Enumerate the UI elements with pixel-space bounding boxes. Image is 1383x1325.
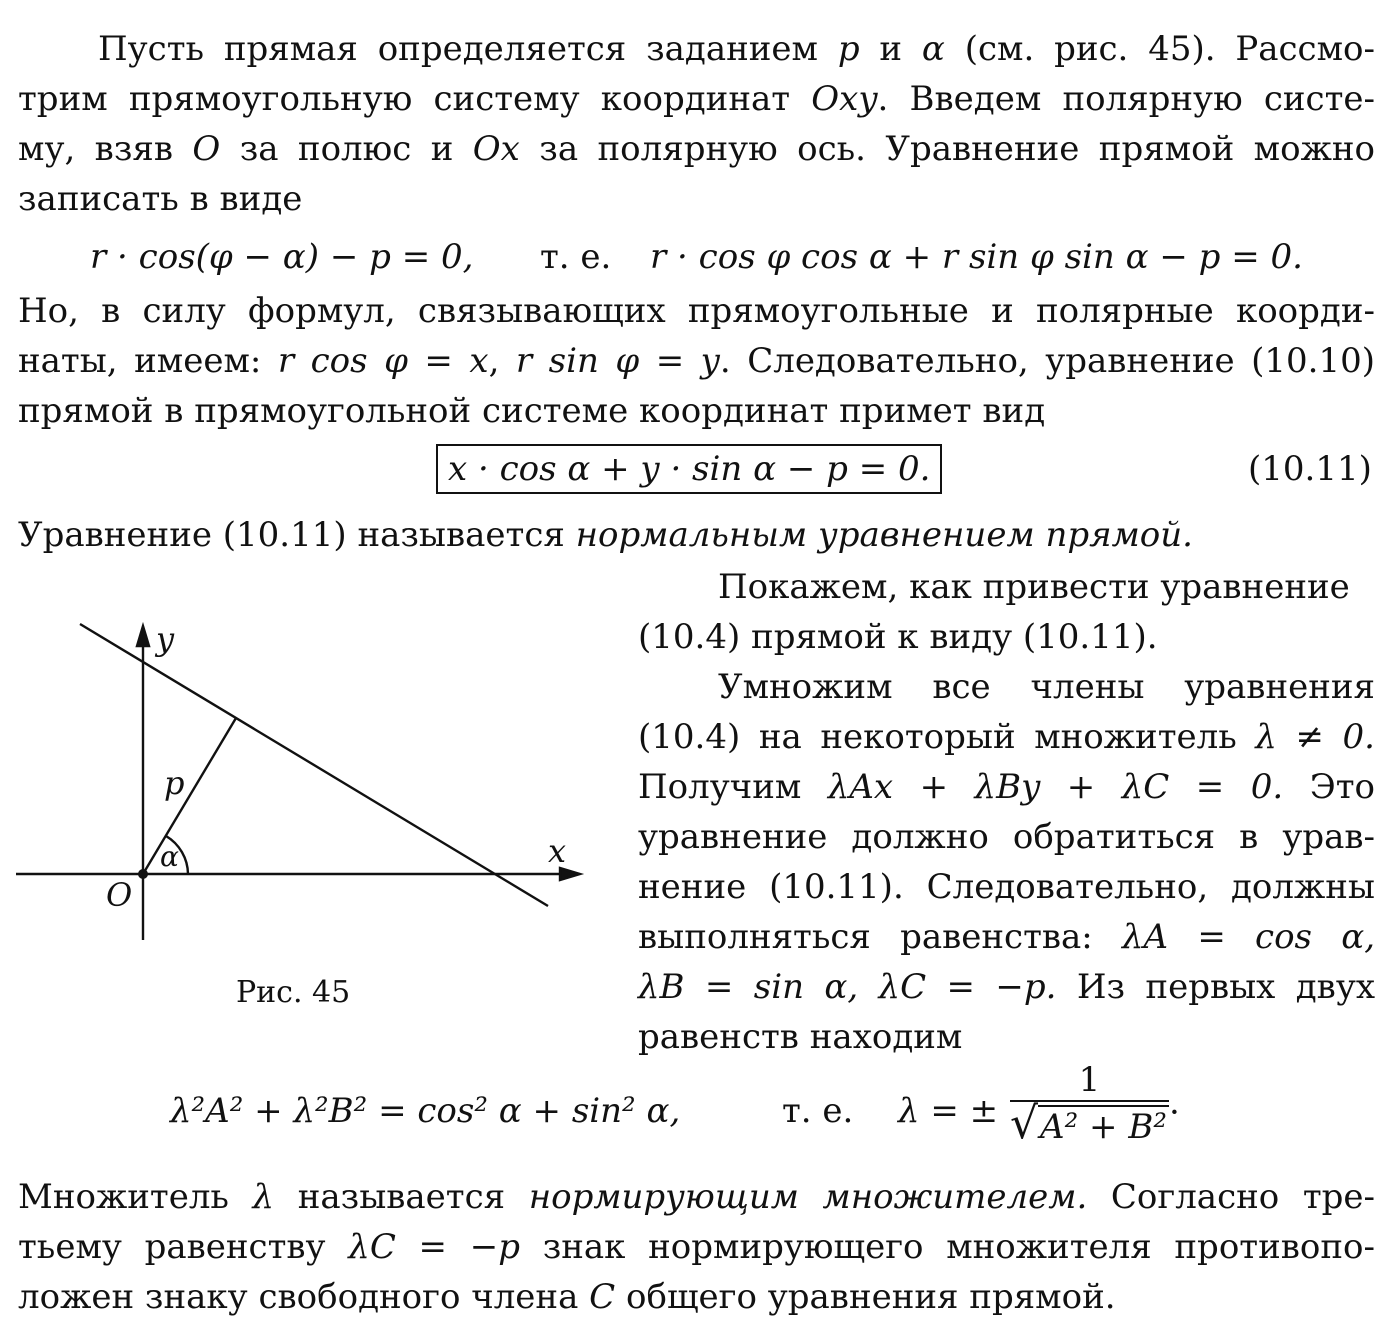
paragraph-1-line-4: записать в виде (18, 179, 303, 219)
equation-polar-mid: т. е. (540, 237, 612, 277)
paragraph-1-line-1: Пусть прямая определяется заданием p и α (см. рис. 45). Рассмо- (98, 29, 1375, 69)
label-x: x (548, 832, 567, 870)
fraction-period: . (1168, 1082, 1180, 1123)
right-line-7: нение (10.11). Следовательно, должны (638, 867, 1375, 907)
fraction-numerator: 1 (1010, 1060, 1169, 1102)
right-line-4: (10.4) на некоторый множитель λ ≠ 0. (638, 717, 1375, 757)
paragraph-3: Уравнение (10.11) называется нормальным уравнением прямой. (18, 515, 1193, 555)
label-y: y (156, 620, 175, 658)
paragraph-2-line-1: Но, в силу формул, связывающих прямоугольные и полярные коорди- (18, 291, 1375, 331)
right-line-3: Умножим все члены уравнения (718, 667, 1375, 707)
figure-caption: Рис. 45 (236, 975, 351, 1010)
paragraph-1-line-3: му, взяв O за полюс и Ox за полярную ось. Уравнение прямой можно (18, 129, 1375, 169)
origin-point (138, 869, 148, 879)
equation-number: (10.11) (1248, 449, 1372, 489)
right-line-10: равенств находим (638, 1017, 963, 1057)
normal-equation-boxed: x · cos α + y · sin α − p = 0. (436, 444, 942, 494)
right-line-5: Получим λAx + λBy + λC = 0. Это (638, 767, 1376, 807)
paragraph-2-line-3: прямой в прямоугольной системе координат примет вид (18, 391, 1046, 431)
paragraph-2-line-2: наты, имеем: r cos φ = x, r sin φ = y. Следовательно, уравнение (10.10) (18, 341, 1376, 381)
equation-lambda-mid: т. е. (782, 1091, 854, 1131)
right-line-6: уравнение должно обратиться в урав- (638, 817, 1375, 857)
normal-p (143, 718, 236, 874)
equation-lambda-fraction (1010, 1060, 1180, 1149)
label-O: O (106, 876, 133, 914)
paragraph-4-line-3: ложен знаку свободного члена C общего уравнения прямой. (18, 1277, 1116, 1317)
equation-lambda-left: λ²A² + λ²B² = cos² α + sin² α, (170, 1091, 681, 1131)
y-axis-arrow (137, 626, 149, 646)
right-line-2: (10.4) прямой к виду (10.11). (638, 617, 1158, 657)
paragraph-1-line-2: трим прямоугольную систему координат Oxy. Введем полярную систе- (18, 79, 1376, 119)
figure-45 (0, 600, 600, 1020)
paragraph-4-line-1: Множитель λ называется нормирующим множителем. Согласно тре- (18, 1177, 1376, 1217)
equation-lambda-lhs: λ = ± (898, 1091, 999, 1131)
right-line-8: выполняться равенства: λA = cos α, (638, 917, 1375, 957)
paragraph-4-line-2: тьему равенству λC = −p знак нормирующего множителя противопо- (18, 1227, 1375, 1267)
fraction-denominator: A² + B² (1040, 1107, 1167, 1147)
sqrt-icon: √ (1010, 1098, 1039, 1149)
label-alpha: α (160, 840, 179, 873)
equation-polar-right: r · cos φ cos α + r sin φ sin α − p = 0. (650, 237, 1303, 277)
right-line-1: Покажем, как привести уравнение (718, 567, 1350, 607)
equation-polar-left: r · cos(φ − α) − p = 0, (90, 237, 474, 277)
label-p: p (164, 764, 185, 802)
right-line-9: λB = sin α, λC = −p. Из первых двух (638, 967, 1375, 1007)
